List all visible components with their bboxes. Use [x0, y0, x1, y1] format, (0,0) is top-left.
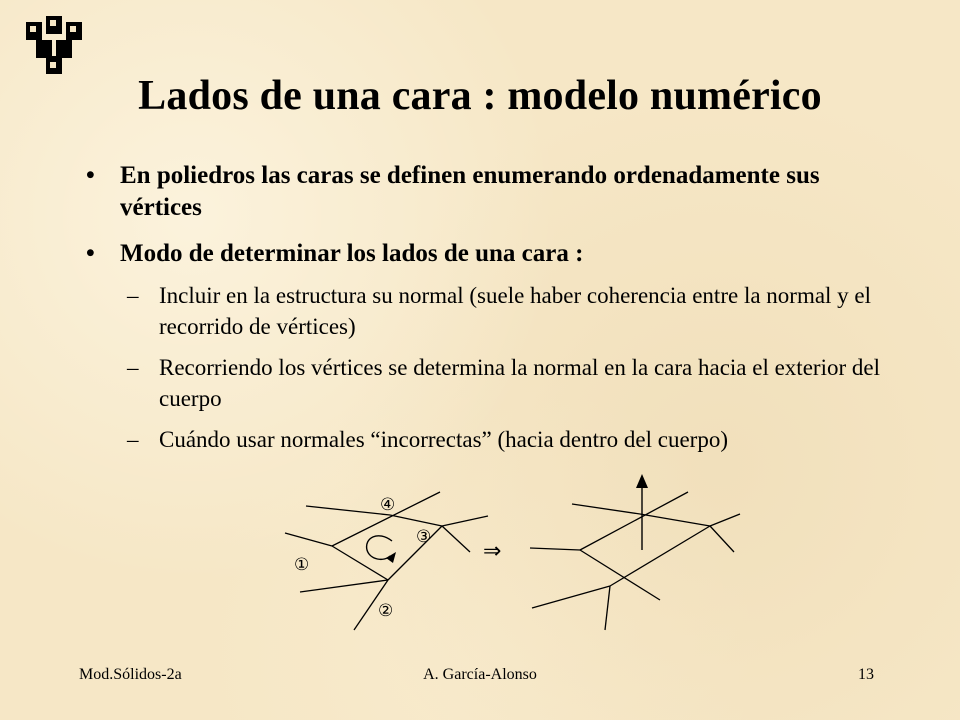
edge-line	[710, 514, 740, 526]
edge-line	[388, 526, 442, 580]
sub-bullet-symbol: –	[127, 355, 139, 380]
sub-bullet-item	[80, 424, 880, 455]
edge-line	[640, 514, 710, 526]
footer-author: A. García-Alonso	[423, 666, 537, 683]
bullet-text: Modo de determinar los lados de una cara :	[120, 240, 584, 267]
bullet-symbol: •	[86, 240, 95, 267]
vertex-label-2: ②	[378, 601, 394, 621]
vertex-label-1: ①	[294, 555, 310, 575]
rotation-arrow-icon	[367, 536, 396, 563]
bullet-item	[80, 238, 880, 270]
edge-line	[390, 515, 442, 526]
footer-course: Mod.Sólidos-2a	[79, 666, 182, 683]
edge-line	[300, 580, 388, 592]
edge-line	[442, 516, 488, 526]
sub-bullet-item	[80, 352, 880, 414]
face-diagram	[280, 468, 760, 638]
slide-title: Lados de una cara : modelo numérico	[138, 73, 822, 119]
edge-line	[332, 546, 388, 580]
edge-line	[580, 550, 660, 600]
edge-line	[580, 492, 688, 550]
sub-bullet-symbol: –	[127, 283, 139, 308]
sub-bullet-text: Recorriendo los vértices se determina la normal en la cara hacia el exterior del cuerpo	[159, 355, 880, 411]
bullet-text: En poliedros las caras se definen enumerando ordenadamente sus vértices	[120, 162, 820, 221]
edge-line	[610, 526, 710, 586]
edge-line	[532, 586, 610, 608]
bullet-list	[80, 160, 880, 455]
footer-page-number: 13	[858, 666, 874, 683]
vertex-label-4: ④	[380, 495, 396, 515]
edge-line	[572, 504, 640, 514]
sub-bullet-text: Incluir en la estructura su normal (suele haber coherencia entre la normal y el recorrido de vértices)	[159, 283, 872, 339]
edge-line	[285, 533, 332, 546]
sub-bullet-text: Cuándo usar normales “incorrectas” (hacia dentro del cuerpo)	[159, 427, 728, 452]
bullet-item	[80, 160, 880, 224]
edge-line	[442, 526, 470, 552]
implies-symbol: ⇒	[483, 539, 502, 564]
edge-line	[710, 526, 734, 552]
normal-vector-arrow-icon	[636, 474, 648, 550]
edge-line	[306, 506, 390, 515]
vertex-label-3: ③	[416, 527, 432, 547]
sub-bullet-item	[80, 280, 880, 342]
edge-line	[530, 548, 580, 550]
sub-bullet-symbol: –	[127, 427, 139, 452]
bullet-symbol: •	[86, 162, 95, 189]
edge-line	[605, 586, 610, 630]
university-logo-icon	[24, 14, 86, 76]
